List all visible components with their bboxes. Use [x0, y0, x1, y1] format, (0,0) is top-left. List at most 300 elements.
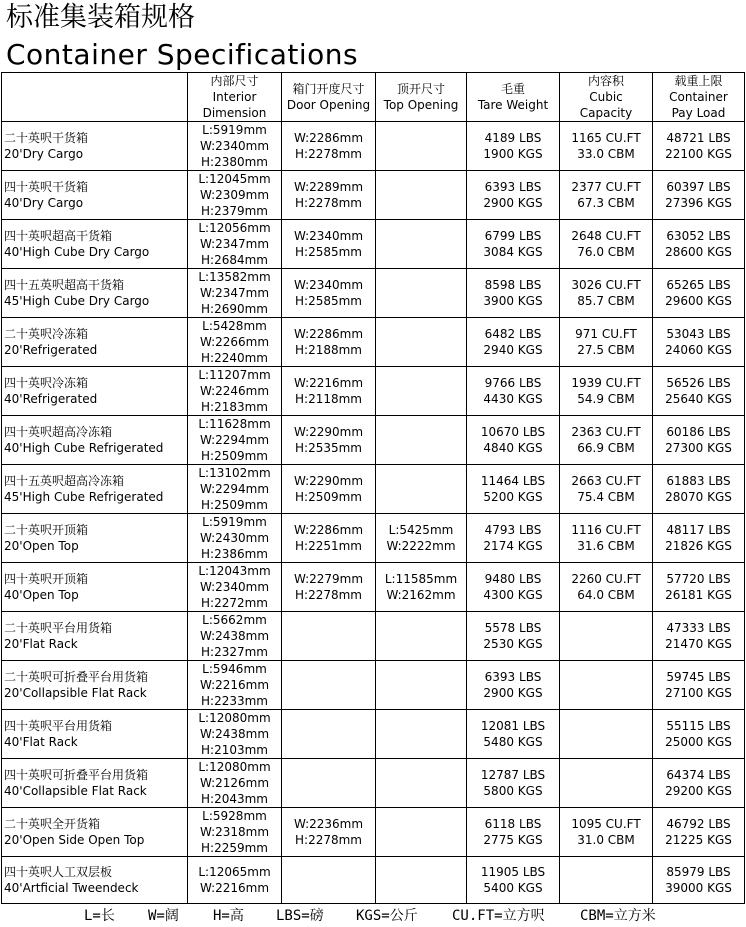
cell-value: L:5919mm [202, 515, 267, 529]
pay-load-cell [653, 710, 745, 759]
pay-load-cell [653, 318, 745, 367]
cell-value: W:2340mm [293, 229, 364, 243]
interior-dimension-cell [188, 808, 282, 857]
cell-value: 27100 KGS [665, 686, 732, 700]
tare-weight-cell [467, 661, 560, 710]
container-type-cell [2, 759, 188, 808]
tare-weight-cell [467, 514, 560, 563]
cell-value: 4840 KGS [483, 441, 543, 455]
cell-value: 6118 LBS [484, 817, 542, 831]
pay-load-cell [653, 661, 745, 710]
cell-value: H:2251mm [295, 539, 362, 553]
cell-value: W:2430mm [199, 531, 270, 545]
cubic-capacity-cell [560, 661, 653, 710]
interior-dimension-cell [188, 318, 282, 367]
header-cubic-capacity: 内容积 Cubic Capacity [560, 73, 653, 122]
cell-value: H:2684mm [201, 253, 268, 267]
table-row [2, 220, 745, 269]
cell-value: 21470 KGS [665, 637, 732, 651]
table-row [2, 857, 745, 904]
pay-load-cell [653, 514, 745, 563]
cell-value: W:2340mm [199, 139, 270, 153]
cell-value: L:11585mm [384, 572, 458, 586]
top-opening-cell [376, 563, 467, 612]
door-opening-cell [282, 563, 376, 612]
legend-item: CBM=立方米 [580, 908, 656, 924]
container-type-chinese: 四十英呎人工双层板 [4, 865, 113, 879]
door-opening-cell [282, 759, 376, 808]
door-opening-cell [282, 514, 376, 563]
page-title-chinese: 标准集装箱规格 [6, 2, 195, 33]
cell-value: L:12080mm [198, 711, 271, 725]
legend-item: CU.FT=立方呎 [452, 908, 545, 924]
cubic-capacity-cell [560, 171, 653, 220]
cell-value: 64374 LBS [666, 768, 731, 782]
legend [0, 906, 746, 926]
table-row [2, 122, 745, 171]
cell-value: W:2318mm [199, 825, 270, 839]
cell-value: 6482 LBS [484, 327, 542, 341]
cell-value: W:2236mm [293, 817, 364, 831]
door-opening-cell [282, 661, 376, 710]
cell-value: 2530 KGS [483, 637, 543, 651]
interior-dimension-cell [188, 514, 282, 563]
door-opening-cell [282, 171, 376, 220]
interior-dimension-cell [188, 122, 282, 171]
top-opening-cell [376, 759, 467, 808]
cell-value: 2648 CU.FT [571, 229, 641, 243]
top-opening-cell [376, 220, 467, 269]
table-row [2, 612, 745, 661]
cell-value: W:2438mm [199, 629, 270, 643]
cell-value: 3084 KGS [483, 245, 543, 259]
top-opening-cell [376, 171, 467, 220]
table-row [2, 318, 745, 367]
cell-value: 46792 LBS [666, 817, 731, 831]
page-title-english: Container Specifications [6, 38, 359, 71]
cell-value: H:2043mm [201, 792, 268, 806]
cubic-capacity-cell [560, 269, 653, 318]
door-opening-cell [282, 465, 376, 514]
container-type-cell [2, 857, 188, 904]
cell-value: W:2290mm [293, 425, 364, 439]
cell-value: 2663 CU.FT [571, 474, 641, 488]
cell-value: 5800 KGS [483, 784, 543, 798]
cell-value: W:2347mm [199, 237, 270, 251]
legend-item: H=高 [213, 908, 244, 924]
cell-value: 31.0 CBM [577, 833, 635, 847]
table-row [2, 416, 745, 465]
cell-value: W:2279mm [293, 572, 364, 586]
tare-weight-cell [467, 220, 560, 269]
pay-load-cell [653, 269, 745, 318]
container-type-english: 20'Refrigerated [4, 343, 98, 357]
cell-value: 28600 KGS [665, 245, 732, 259]
cell-value: 3026 CU.FT [571, 278, 641, 292]
cell-value: H:2509mm [201, 498, 268, 512]
cell-value: 2363 CU.FT [571, 425, 641, 439]
cell-value: 2260 CU.FT [571, 572, 641, 586]
cubic-capacity-cell [560, 514, 653, 563]
table-row [2, 269, 745, 318]
container-type-chinese: 四十英呎平台用货箱 [4, 719, 113, 733]
container-type-chinese: 四十英呎开顶箱 [4, 572, 89, 586]
table-row [2, 514, 745, 563]
table-row [2, 171, 745, 220]
cell-value: H:2535mm [295, 441, 362, 455]
cell-value: 6799 LBS [484, 229, 542, 243]
container-type-english: 40'Open Top [4, 588, 79, 602]
cell-value: 26181 KGS [665, 588, 732, 602]
door-opening-cell [282, 318, 376, 367]
cell-value: 29200 KGS [665, 784, 732, 798]
cell-value: H:2379mm [201, 204, 268, 218]
cell-value: 5200 KGS [483, 490, 543, 504]
cell-value: L:12045mm [198, 172, 271, 186]
header-top-opening: 顶开尺寸 Top Opening [376, 73, 467, 122]
cubic-capacity-cell [560, 710, 653, 759]
table-row [2, 661, 745, 710]
cubic-capacity-cell [560, 563, 653, 612]
cell-value: L:12043mm [198, 564, 271, 578]
cell-value: 55115 LBS [666, 719, 731, 733]
table-header-row [2, 73, 745, 122]
container-type-chinese: 二十英呎开顶箱 [4, 523, 89, 537]
cell-value: 5400 KGS [483, 881, 543, 895]
legend-item: L=长 [84, 908, 115, 924]
cell-value: H:2240mm [201, 351, 268, 365]
cell-value: 85979 LBS [666, 865, 731, 879]
door-opening-cell [282, 857, 376, 904]
cell-value: 60397 LBS [666, 180, 731, 194]
cell-value: 12081 LBS [480, 719, 546, 733]
container-type-english: 20'Dry Cargo [4, 147, 84, 161]
cubic-capacity-cell [560, 759, 653, 808]
cell-value: 4189 LBS [484, 131, 542, 145]
cell-value: H:2585mm [295, 245, 362, 259]
top-opening-cell [376, 808, 467, 857]
cell-value: 8598 LBS [484, 278, 542, 292]
interior-dimension-cell [188, 759, 282, 808]
container-type-chinese: 二十英呎平台用货箱 [4, 621, 113, 635]
interior-dimension-cell [188, 465, 282, 514]
cell-value: H:2278mm [295, 588, 362, 602]
top-opening-cell [376, 269, 467, 318]
cell-value: 27.5 CBM [577, 343, 635, 357]
cell-value: W:2286mm [293, 131, 364, 145]
cell-value: W:2290mm [293, 474, 364, 488]
container-type-chinese: 二十英呎冷冻箱 [4, 327, 89, 341]
cell-value: 61883 LBS [666, 474, 731, 488]
container-type-chinese: 二十英呎全开货箱 [4, 817, 101, 831]
cell-value: 25000 KGS [665, 735, 732, 749]
pay-load-cell [653, 416, 745, 465]
cell-value: 9480 LBS [484, 572, 542, 586]
cell-value: 1900 KGS [483, 147, 543, 161]
cell-value: W:2286mm [293, 327, 364, 341]
pay-load-cell [653, 465, 745, 514]
container-type-chinese: 四十五英呎超高干货箱 [4, 278, 125, 292]
door-opening-cell [282, 122, 376, 171]
interior-dimension-cell [188, 367, 282, 416]
cell-value: 39000 KGS [665, 881, 732, 895]
cell-value: L:5928mm [202, 809, 267, 823]
top-opening-cell [376, 465, 467, 514]
container-type-cell [2, 612, 188, 661]
cubic-capacity-cell [560, 318, 653, 367]
cell-value: L:11207mm [198, 368, 271, 382]
pay-load-cell [653, 612, 745, 661]
cell-value: 5578 LBS [484, 621, 542, 635]
interior-dimension-cell [188, 857, 282, 904]
cell-value: H:2188mm [295, 343, 362, 357]
cell-value: 60186 LBS [666, 425, 731, 439]
cell-value: 47333 LBS [666, 621, 731, 635]
header-tare-weight: 毛重 Tare Weight [467, 73, 560, 122]
table-body [2, 122, 745, 904]
cell-value: 48117 LBS [666, 523, 731, 537]
container-type-chinese: 二十英呎干货箱 [4, 131, 89, 145]
pay-load-cell [653, 759, 745, 808]
cell-value: H:2585mm [295, 294, 362, 308]
cell-value: H:2509mm [201, 449, 268, 463]
cell-value: L:5919mm [202, 123, 267, 137]
cell-value: 971 CU.FT [575, 327, 637, 341]
cell-value: L:5425mm [388, 523, 454, 537]
container-spec-table [1, 72, 745, 904]
container-type-english: 45'High Cube Dry Cargo [4, 294, 150, 308]
cell-value: 2174 KGS [483, 539, 543, 553]
cell-value: 65265 LBS [666, 278, 731, 292]
tare-weight-cell [467, 710, 560, 759]
tare-weight-cell [467, 367, 560, 416]
table-row [2, 710, 745, 759]
container-type-english: 40'Flat Rack [4, 735, 78, 749]
cell-value: 5480 KGS [483, 735, 543, 749]
container-type-chinese: 四十五英呎超高冷冻箱 [4, 474, 125, 488]
tare-weight-cell [467, 759, 560, 808]
cell-value: W:2286mm [293, 523, 364, 537]
container-type-chinese: 四十英呎超高冷冻箱 [4, 425, 113, 439]
legend-item: KGS=公斤 [356, 908, 418, 924]
cell-value: W:2340mm [293, 278, 364, 292]
interior-dimension-cell [188, 710, 282, 759]
cell-value: H:2327mm [201, 645, 268, 659]
cell-value: 25640 KGS [665, 392, 732, 406]
cell-value: 2775 KGS [483, 833, 543, 847]
container-type-english: 40'Artficial Tweendeck [4, 881, 139, 895]
pay-load-cell [653, 220, 745, 269]
table-row [2, 563, 745, 612]
top-opening-cell [376, 318, 467, 367]
interior-dimension-cell [188, 612, 282, 661]
container-type-cell [2, 514, 188, 563]
cubic-capacity-cell [560, 857, 653, 904]
interior-dimension-cell [188, 661, 282, 710]
cubic-capacity-cell [560, 416, 653, 465]
legend-item: W=阔 [148, 908, 179, 924]
cell-value: 11464 LBS [480, 474, 546, 488]
cell-value: 76.0 CBM [577, 245, 635, 259]
container-type-chinese: 四十英呎干货箱 [4, 180, 89, 194]
tare-weight-cell [467, 416, 560, 465]
cell-value: L:11628mm [198, 417, 271, 431]
container-type-cell [2, 465, 188, 514]
top-opening-cell [376, 612, 467, 661]
tare-weight-cell [467, 318, 560, 367]
cell-value: 75.4 CBM [577, 490, 635, 504]
tare-weight-cell [467, 808, 560, 857]
cell-value: L:12065mm [198, 865, 271, 879]
top-opening-cell [376, 710, 467, 759]
container-type-cell [2, 808, 188, 857]
cell-value: 6393 LBS [484, 670, 542, 684]
cell-value: 63052 LBS [666, 229, 731, 243]
cell-value: W:2347mm [199, 286, 270, 300]
tare-weight-cell [467, 563, 560, 612]
door-opening-cell [282, 808, 376, 857]
cell-value: H:2278mm [295, 147, 362, 161]
cell-value: W:2216mm [293, 376, 364, 390]
cell-value: H:2259mm [201, 841, 268, 855]
cell-value: L:12056mm [198, 221, 271, 235]
cell-value: 67.3 CBM [577, 196, 635, 210]
cell-value: 3900 KGS [483, 294, 543, 308]
cubic-capacity-cell [560, 220, 653, 269]
cell-value: 54.9 CBM [577, 392, 635, 406]
cell-value: 56526 LBS [666, 376, 731, 390]
container-type-chinese: 四十英呎冷冻箱 [4, 376, 89, 390]
cell-value: 4300 KGS [483, 588, 543, 602]
table-row [2, 367, 745, 416]
top-opening-cell [376, 416, 467, 465]
cell-value: 57720 LBS [666, 572, 731, 586]
table-row [2, 808, 745, 857]
door-opening-cell [282, 220, 376, 269]
header-pay-load: 载重上限 Container Pay Load [653, 73, 745, 122]
cell-value: H:2380mm [201, 155, 268, 169]
container-type-english: 45'High Cube Refrigerated [4, 490, 164, 504]
cell-value: W:2289mm [293, 180, 364, 194]
container-type-english: 40'High Cube Dry Cargo [4, 245, 150, 259]
cell-value: L:13102mm [198, 466, 271, 480]
pay-load-cell [653, 857, 745, 904]
tare-weight-cell [467, 171, 560, 220]
cell-value: W:2216mm [199, 678, 270, 692]
cell-value: L:5946mm [202, 662, 267, 676]
cell-value: 53043 LBS [666, 327, 731, 341]
cell-value: L:13582mm [198, 270, 271, 284]
container-type-english: 20'Collapsible Flat Rack [4, 686, 147, 700]
cell-value: H:2118mm [295, 392, 362, 406]
container-type-english: 40'Refrigerated [4, 392, 98, 406]
interior-dimension-cell [188, 269, 282, 318]
tare-weight-cell [467, 122, 560, 171]
cell-value: 29600 KGS [665, 294, 732, 308]
cell-value: H:2690mm [201, 302, 268, 316]
cell-value: W:2294mm [199, 433, 270, 447]
cell-value: H:2183mm [201, 400, 268, 414]
table-row [2, 759, 745, 808]
cell-value: 2377 CU.FT [571, 180, 641, 194]
pay-load-cell [653, 122, 745, 171]
cell-value: 21225 KGS [665, 833, 732, 847]
container-type-cell [2, 710, 188, 759]
cubic-capacity-cell [560, 808, 653, 857]
cell-value: 27396 KGS [665, 196, 732, 210]
container-type-english: 20'Open Side Open Top [4, 833, 145, 847]
container-type-cell [2, 318, 188, 367]
cell-value: 1939 CU.FT [571, 376, 641, 390]
cell-value: H:2278mm [295, 833, 362, 847]
door-opening-cell [282, 710, 376, 759]
cell-value: H:2278mm [295, 196, 362, 210]
pay-load-cell [653, 563, 745, 612]
container-type-english: 20'Flat Rack [4, 637, 78, 651]
cell-value: W:2266mm [199, 335, 270, 349]
cell-value: H:2103mm [201, 743, 268, 757]
pay-load-cell [653, 808, 745, 857]
tare-weight-cell [467, 465, 560, 514]
cell-value: 2900 KGS [483, 686, 543, 700]
container-type-english: 20'Open Top [4, 539, 79, 553]
door-opening-cell [282, 416, 376, 465]
cubic-capacity-cell [560, 465, 653, 514]
cell-value: 6393 LBS [484, 180, 542, 194]
cell-value: W:2216mm [199, 881, 270, 895]
cell-value: 31.6 CBM [577, 539, 635, 553]
container-type-cell [2, 220, 188, 269]
cell-value: 1165 CU.FT [571, 131, 641, 145]
cell-value: W:2340mm [199, 580, 270, 594]
cell-value: W:2222mm [386, 539, 456, 553]
door-opening-cell [282, 367, 376, 416]
cell-value: 1095 CU.FT [571, 817, 641, 831]
cell-value: L:5662mm [202, 613, 267, 627]
header-door-opening: 箱门开度尺寸 Door Opening [282, 73, 376, 122]
cell-value: 1116 CU.FT [571, 523, 641, 537]
cell-value: 2940 KGS [483, 343, 543, 357]
legend-item: LBS=磅 [276, 908, 324, 924]
cell-value: 27300 KGS [665, 441, 732, 455]
cell-value: 64.0 CBM [577, 588, 635, 602]
interior-dimension-cell [188, 171, 282, 220]
cell-value: W:2162mm [386, 588, 456, 602]
cell-value: H:2233mm [201, 694, 268, 708]
top-opening-cell [376, 514, 467, 563]
tare-weight-cell [467, 857, 560, 904]
pay-load-cell [653, 367, 745, 416]
cell-value: 9766 LBS [484, 376, 542, 390]
tare-weight-cell [467, 269, 560, 318]
cell-value: W:2246mm [199, 384, 270, 398]
cell-value: 66.9 CBM [577, 441, 635, 455]
cubic-capacity-cell [560, 612, 653, 661]
container-type-cell [2, 416, 188, 465]
cell-value: 33.0 CBM [577, 147, 635, 161]
cell-value: L:5428mm [202, 319, 267, 333]
cubic-capacity-cell [560, 122, 653, 171]
cell-value: 4793 LBS [484, 523, 542, 537]
container-type-cell [2, 122, 188, 171]
cell-value: W:2309mm [199, 188, 270, 202]
container-type-chinese: 二十英呎可折叠平台用货箱 [4, 670, 149, 684]
cell-value: 21826 KGS [665, 539, 732, 553]
door-opening-cell [282, 269, 376, 318]
header-type [2, 73, 188, 122]
interior-dimension-cell [188, 563, 282, 612]
cell-value: 22100 KGS [665, 147, 732, 161]
